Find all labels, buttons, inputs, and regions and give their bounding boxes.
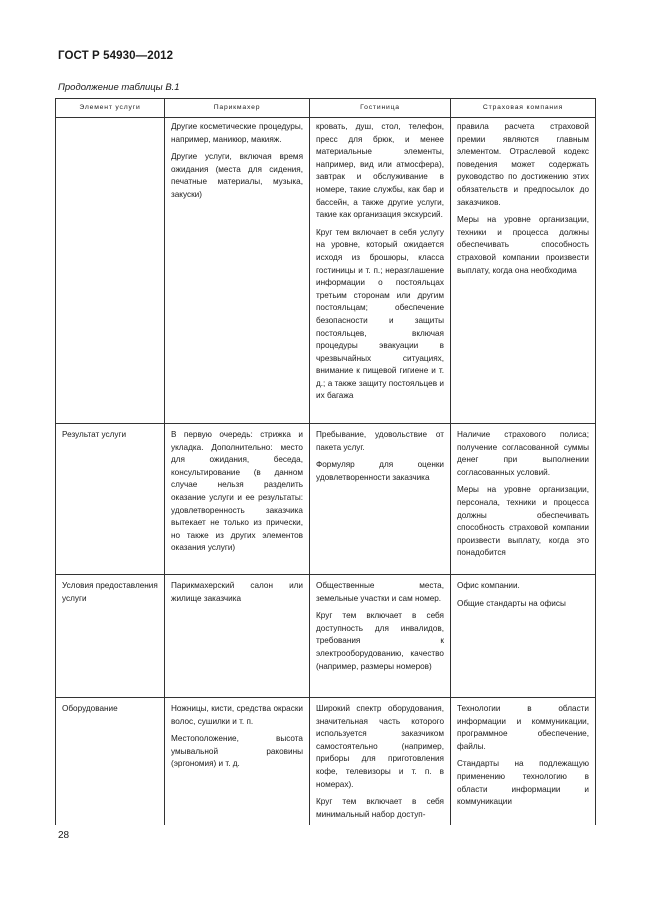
- cell-hairdresser: [165, 698, 310, 826]
- cell-insurance: [451, 424, 596, 575]
- cell-paragraph: В первую очередь: стрижка и укладка. Дополнительно: место для ожидания, беседа, консультирование (в данном случае нельзя разделить оказание услуги и ее результаты: удовлетворенность заказчика вытекает не только из прически, но также из других элементов оказания услуги): [171, 430, 303, 553]
- cell-insurance: [451, 118, 596, 424]
- cell-paragraph: Наличие страхового полиса; получение согласованной суммы денег при выполнении согласованных условий.: [457, 430, 589, 477]
- cell-paragraph: Другие услуги, включая время ожидания (места для сидения, печатные материалы, музыка, закуски): [171, 152, 303, 199]
- cell-hotel: [310, 698, 451, 826]
- header-service-element: Элемент услуги: [56, 99, 165, 118]
- cell-paragraph: Технологии в области информации и коммуникации, программное обеспечение, файлы.: [457, 704, 589, 751]
- cell-paragraph: кровать, душ, стол, телефон, пресс для брюк, и менее материальные элементы, например, вид или атмосфера), завтрак и обслуживание в номере, такие службы, как бар и бассейн, а также другие услуги, такие как организация экскурсий.: [316, 122, 444, 220]
- table-row: [56, 575, 596, 698]
- table-caption: Продолжение таблицы В.1: [58, 82, 180, 93]
- cell-paragraph: Пребывание, удовольствие от пакета услуг.: [316, 430, 444, 452]
- row-label: [56, 118, 165, 424]
- row-label: Оборудование: [56, 698, 165, 826]
- row-label: Условия предоставления услуги: [56, 575, 165, 698]
- cell-paragraph: Парикмахерский салон или жилище заказчика: [171, 581, 303, 603]
- cell-hotel: [310, 424, 451, 575]
- cell-insurance: [451, 575, 596, 698]
- services-table: [55, 98, 596, 825]
- cell-paragraph: Общественные места, земельные участки и сам номер.: [316, 581, 444, 603]
- cell-paragraph: Круг тем включает в себя доступность для инвалидов, требования к электрооборудованию, качество (например, размеры номеров): [316, 611, 444, 671]
- cell-hairdresser: [165, 575, 310, 698]
- header-hairdresser: Парикмахер: [165, 99, 310, 118]
- cell-paragraph: Формуляр для оценки удовлетворенности заказчика: [316, 460, 444, 482]
- cell-hairdresser: [165, 424, 310, 575]
- page-number: 28: [58, 830, 70, 841]
- cell-hotel: [310, 575, 451, 698]
- cell-paragraph: Местоположение, высота умывальной раковины (эргономия) и т. д.: [171, 734, 303, 769]
- cell-paragraph: Круг тем включает в себя услугу на уровне, который ожидается исходя из брошюры, класса гостиницы и т. п.; неразглашение информации о постояльцах третьим сторонам или другим постояльцам; обеспечение безопасности и защиты постояльцев, включая процедуры эвакуации в чрезвычайных ситуациях, внимание к пищевой гигиене и т. д.; а также защиту постояльцев и их багажа: [316, 227, 444, 401]
- table-row: [56, 698, 596, 826]
- row-label: Результат услуги: [56, 424, 165, 575]
- cell-paragraph: Офис компании.: [457, 581, 520, 590]
- cell-paragraph: Широкий спектр оборудования, значительная часть которого используется заказчиком самостоятельно (например, приборы для приготовления кофе, телевизоры и т. п. в номерах).: [316, 704, 444, 789]
- cell-paragraph: Ножницы, кисти, средства окраски волос, сушилки и т. п.: [171, 704, 303, 726]
- cell-paragraph: Меры на уровне организации, техники и процесса должны обеспечивать способность страховой компании произвести выплату, когда она необходима: [457, 215, 589, 275]
- header-insurance: Страховая компания: [451, 99, 596, 118]
- table-row: [56, 424, 596, 575]
- cell-insurance: [451, 698, 596, 826]
- table-header-row: [56, 99, 596, 118]
- table-row: [56, 118, 596, 424]
- cell-paragraph: правила расчета страховой премии являются главным элементом. Отраслевой кодекс поведения может содержать руководство по достижению этих обязательств и предпосылок до заказчиков.: [457, 122, 589, 207]
- cell-paragraph: Меры на уровне организации, персонала, техники и процесса должны обеспечивать способность страховой компании произвести выплату, когда это понадобится: [457, 485, 589, 558]
- cell-hotel: [310, 118, 451, 424]
- cell-paragraph: Другие косметические процедуры, например, маникюр, макияж.: [171, 122, 303, 144]
- cell-paragraph: Круг тем включает в себя минимальный набор доступ-: [316, 797, 444, 819]
- cell-paragraph: Стандарты на подлежащую применению технологию в области информации и коммуникации: [457, 759, 589, 807]
- document-title: ГОСТ Р 54930—2012: [58, 50, 174, 62]
- cell-paragraph: Общие стандарты на офисы: [457, 598, 566, 608]
- cell-hairdresser: [165, 118, 310, 424]
- header-hotel: Гостиница: [310, 99, 451, 118]
